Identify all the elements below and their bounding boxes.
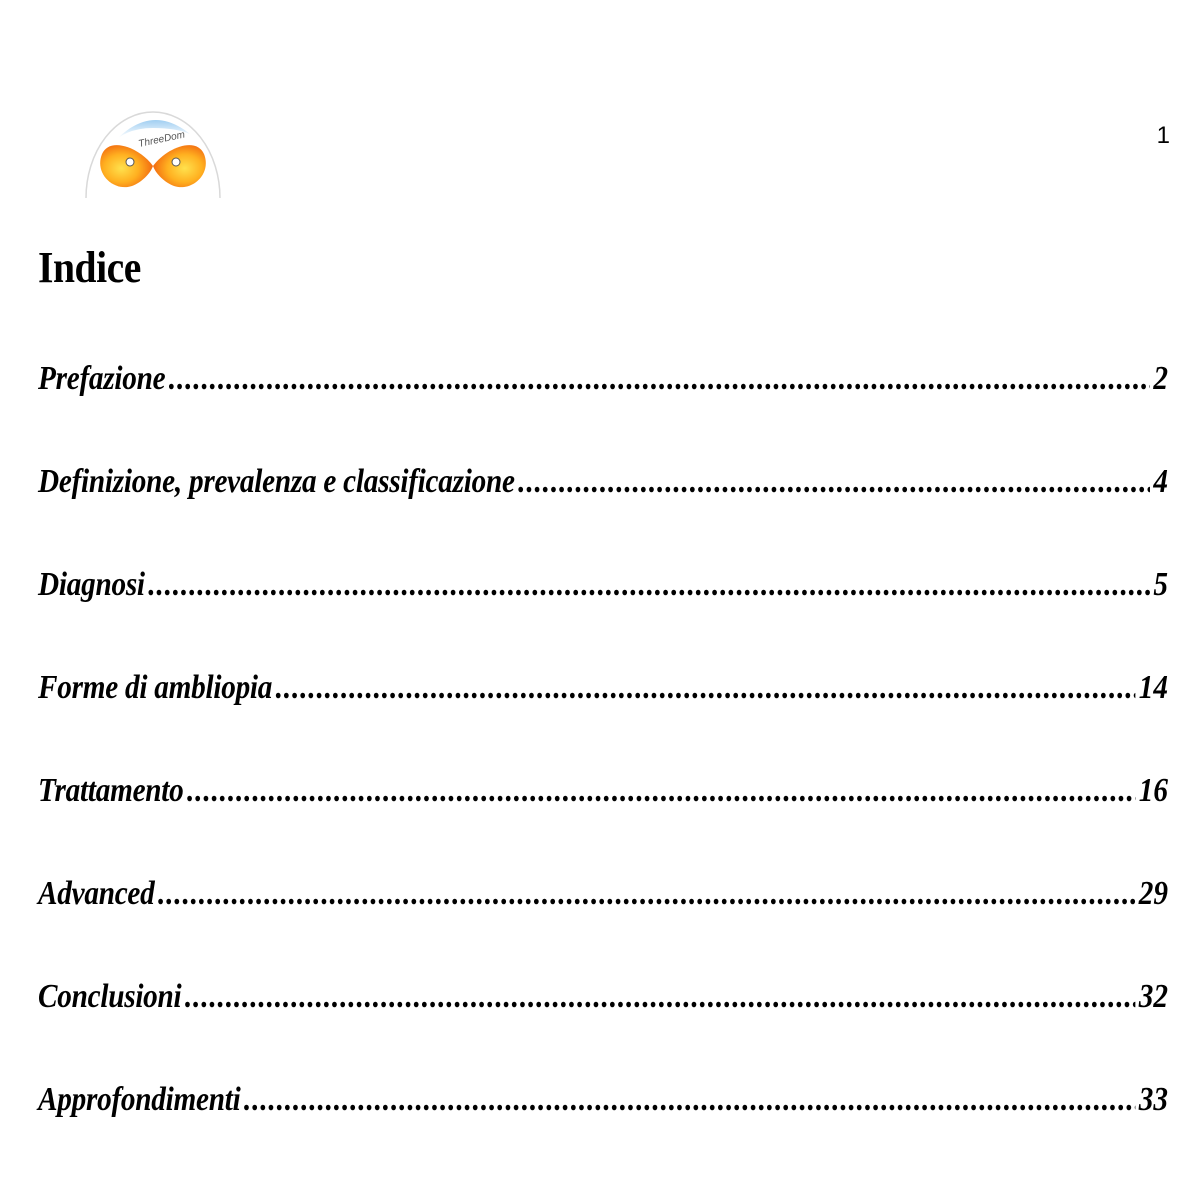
toc-entry-title: Forme di ambliopia	[38, 669, 273, 706]
threedom-logo	[80, 108, 226, 204]
toc-entry-page: 2	[1153, 360, 1168, 397]
toc-dot-leader	[276, 669, 1136, 707]
toc-dot-leader	[158, 875, 1135, 913]
toc-entry-page: 33	[1138, 1081, 1168, 1118]
page-number: 1	[1156, 122, 1170, 149]
toc-entry-title: Definizione, prevalenza e classificazione	[38, 463, 515, 500]
toc-entry-page: 29	[1138, 875, 1168, 912]
toc-entry-page: 4	[1153, 463, 1168, 500]
toc-dot-leader	[187, 772, 1135, 810]
toc-entry-prefazione[interactable]	[38, 360, 1168, 412]
toc-entry-title: Conclusioni	[38, 978, 182, 1015]
toc-entry-title: Approfondimenti	[38, 1081, 241, 1118]
toc-entry-diagnosi[interactable]	[38, 566, 1168, 618]
toc-entry-advanced[interactable]	[38, 875, 1168, 927]
toc-entry-page: 14	[1138, 669, 1168, 706]
toc-entry-title: Trattamento	[38, 772, 184, 809]
toc-entry-title: Prefazione	[38, 360, 166, 397]
toc-entry-page: 5	[1153, 566, 1168, 603]
toc-dot-leader	[244, 1081, 1135, 1119]
toc-entry-approfondimenti[interactable]	[38, 1081, 1168, 1133]
svg-text:ThreeDom: ThreeDom	[137, 129, 187, 150]
toc-entry-page: 16	[1138, 772, 1168, 809]
toc-entry-conclusioni[interactable]	[38, 978, 1168, 1030]
toc-entry-title: Advanced	[38, 875, 155, 912]
toc-dot-leader	[169, 360, 1150, 398]
toc-entry-page: 32	[1138, 978, 1168, 1015]
page-heading: Indice	[38, 243, 141, 292]
toc-entry-definizione-prevalenza-e-classificazione[interactable]	[38, 463, 1168, 515]
toc-entry-title: Diagnosi	[38, 566, 145, 603]
toc-entry-trattamento[interactable]	[38, 772, 1168, 824]
toc-entry-forme-di-ambliopia[interactable]	[38, 669, 1168, 721]
toc-dot-leader	[148, 566, 1150, 604]
toc-dot-leader	[518, 463, 1150, 501]
toc-dot-leader	[185, 978, 1135, 1016]
